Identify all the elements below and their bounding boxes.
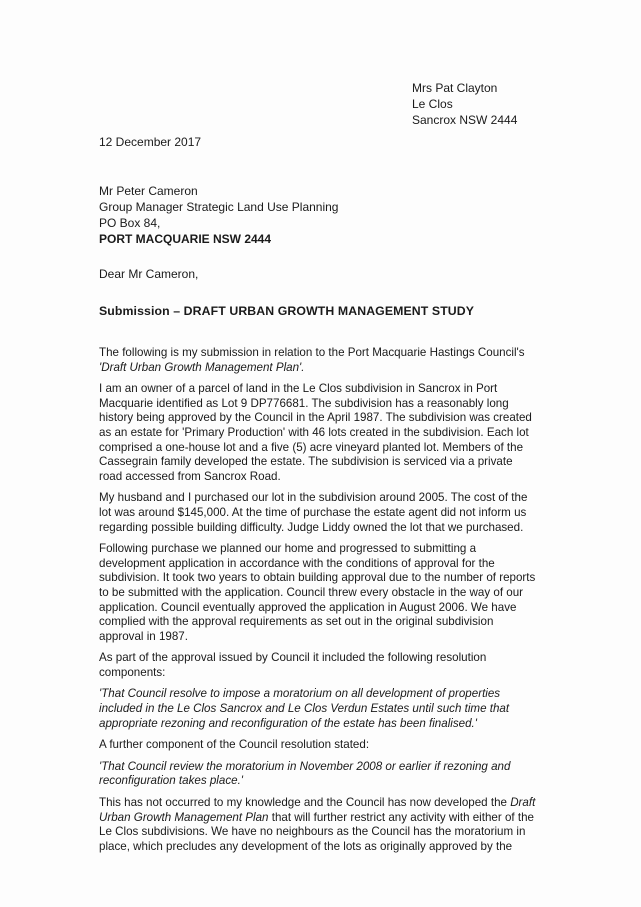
paragraph-line: Le Clos subdivisions. We have no neighbours as the Council has the moratorium in (99, 825, 526, 839)
paragraph-line: complied with the approval requirements as set out in the original subdivision (99, 615, 494, 629)
paragraph-line: history being approved by the Council in the April 1987. The subdivision was created (99, 411, 532, 425)
paragraph-line: lot was around $145,000. At the time of purchase the estate agent did not inform us (99, 505, 527, 519)
paragraph-line: as an estate for 'Primary Production' with 46 lots created in the subdivision. Each lot (99, 425, 529, 439)
paragraph-line (99, 796, 549, 811)
letter-body (99, 346, 549, 861)
paragraph-line: to be submitted with the application. Council threw every obstacle in the way of our (99, 585, 524, 599)
paragraph-line: My husband and I purchased our lot in the subdivision around 2005. The cost of the (99, 491, 528, 505)
paragraph-line: Macquarie identified as Lot 9 DP776681. The subdivision has a reasonably long (99, 396, 509, 410)
quote-line: 'That Council review the moratorium in November 2008 or earlier if rezoning and (99, 759, 511, 773)
paragraph-line: development application in accordance with the conditions of approval for the (99, 556, 495, 570)
paragraph-line (99, 811, 549, 826)
paragraph-line: The following is my submission in relation to the Port Macquarie Hastings Council's (99, 346, 525, 359)
letter-date: 12 December 2017 (99, 135, 202, 149)
quote-review (99, 760, 549, 789)
paragraph-line: approval in 1987. (99, 629, 188, 643)
quote-line: appropriate rezoning and reconfiguration of the estate has been finalised.' (99, 716, 477, 730)
quote-line: 'That Council resolve to impose a moratorium on all development of properties (99, 687, 501, 701)
recipient-city: PORT MACQUARIE NSW 2444 (99, 232, 272, 246)
paragraph-line: application. Council eventually approved the application in August 2006. We have (99, 600, 517, 614)
quote-line: included in the Le Clos Sancrox and Le Clos Verdun Estates until such time that (99, 702, 510, 716)
text-run: that will further restrict any activity with either of the (268, 810, 534, 824)
paragraph-line: components: (99, 665, 166, 679)
sender-address (412, 80, 517, 128)
text-run-italic: Urban Growth Management Plan (99, 810, 269, 824)
paragraph-line: regarding possible building difficulty. Judge Liddy owned the lot that we purchased. (99, 520, 524, 534)
recipient-po-box: PO Box 84, (99, 216, 161, 230)
subject-line: Submission – DRAFT URBAN GROWTH MANAGEMENT STUDY (99, 304, 475, 318)
paragraph-line: road accessed from Sancrox Road. (99, 469, 281, 483)
paragraph-not-occurred (99, 796, 549, 854)
quote-line: reconfiguration takes place.' (99, 774, 243, 788)
paragraph-line: As part of the approval issued by Council it included the following resolution (99, 651, 487, 665)
paragraph-application (99, 542, 549, 644)
sender-locality: Sancrox NSW 2444 (412, 113, 518, 127)
paragraph-further-component (99, 738, 549, 753)
recipient-name: Mr Peter Cameron (99, 184, 198, 198)
paragraph-resolution-intro (99, 651, 549, 680)
recipient-address (99, 183, 338, 247)
paragraph-line: A further component of the Council resolution stated: (99, 738, 370, 752)
paragraph-line: place, which precludes any development of the lots as originally approved by the (99, 839, 513, 853)
paragraph-ownership (99, 382, 549, 484)
sender-street: Le Clos (412, 97, 453, 111)
sender-name: Mrs Pat Clayton (412, 81, 498, 95)
paragraph-purchase (99, 491, 549, 535)
paragraph-line: 'Draft Urban Growth Management Plan'. (99, 360, 305, 374)
paragraph-line: Following purchase we planned our home and progressed to submitting a (99, 542, 477, 556)
paragraph-line: Cassegrain family developed the estate. The subdivision is serviced via a private (99, 455, 513, 469)
paragraph-line: I am an owner of a parcel of land in the Le Clos subdivision in Sancrox in Port (99, 382, 498, 396)
paragraph-line: subdivision. It took two years to obtain building approval due to the number of reports (99, 571, 536, 585)
recipient-title: Group Manager Strategic Land Use Planning (99, 200, 339, 214)
salutation: Dear Mr Cameron, (99, 267, 199, 281)
text-run-italic: Draft (510, 796, 536, 810)
paragraph-line: comprised a one-house lot and a five (5) acre vineyard planted lot. Members of the (99, 440, 524, 454)
paragraph-intro (99, 346, 549, 375)
text-run: This has not occurred to my knowledge and the Council has now developed the (99, 796, 511, 810)
quote-moratorium (99, 687, 549, 731)
